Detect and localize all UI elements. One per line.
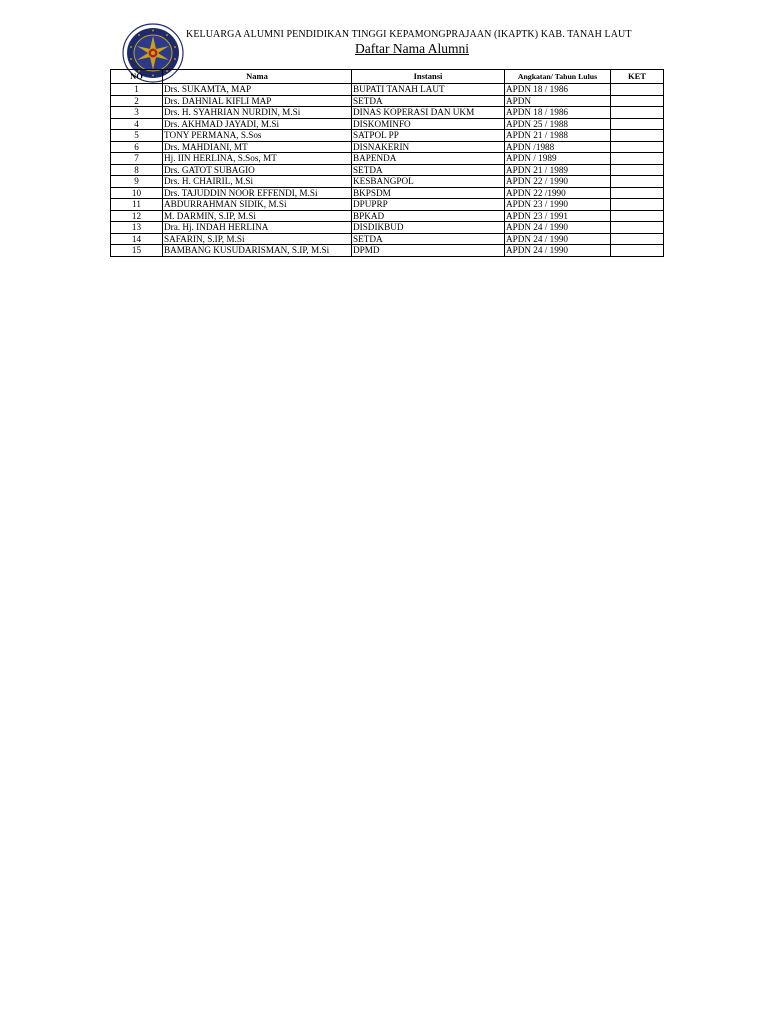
cell-angkatan: APDN: [505, 95, 611, 107]
cell-ket: [611, 233, 664, 245]
cell-nama: TONY PERMANA, S.Sos: [163, 130, 352, 142]
document-header-title: KELUARGA ALUMNI PENDIDIKAN TINGGI KEPAMONGPRAJAAN (IKAPTK) KAB. TANAH LAUT: [186, 29, 632, 40]
cell-angkatan: APDN / 1989: [505, 153, 611, 165]
cell-ket: [611, 245, 664, 257]
cell-no: 3: [111, 107, 163, 119]
cell-no: 14: [111, 233, 163, 245]
cell-angkatan: APDN 21 / 1989: [505, 164, 611, 176]
header-nama: Nama: [163, 70, 352, 84]
cell-no: 13: [111, 222, 163, 234]
cell-angkatan: APDN 23 / 1990: [505, 199, 611, 211]
cell-nama: ABDURRAHMAN SIDIK, M.Si: [163, 199, 352, 211]
cell-ket: [611, 95, 664, 107]
cell-nama: M. DARMIN, S.IP, M.Si: [163, 210, 352, 222]
cell-nama: BAMBANG KUSUDARISMAN, S.IP, M.Si: [163, 245, 352, 257]
cell-nama: Drs. H. SYAHRIAN NURDIN, M.Si: [163, 107, 352, 119]
header-no: NO: [111, 70, 163, 84]
table-row: [111, 164, 664, 176]
cell-no: 1: [111, 84, 163, 96]
cell-angkatan: APDN 24 / 1990: [505, 233, 611, 245]
cell-instansi: BUPATI TANAH LAUT: [352, 84, 505, 96]
table-header-row: [111, 70, 664, 84]
table-row: [111, 222, 664, 234]
cell-ket: [611, 176, 664, 188]
table-row: [111, 141, 664, 153]
cell-nama: Drs. SUKAMTA, MAP: [163, 84, 352, 96]
cell-no: 8: [111, 164, 163, 176]
header-instansi: Instansi: [352, 70, 505, 84]
cell-ket: [611, 107, 664, 119]
alumni-table-body: [111, 84, 664, 257]
cell-instansi: DPMD: [352, 245, 505, 257]
cell-instansi: SATPOL PP: [352, 130, 505, 142]
header-ket: KET: [611, 70, 664, 84]
cell-nama: Drs. H. CHAIRIL, M.Si: [163, 176, 352, 188]
cell-instansi: KESBANGPOL: [352, 176, 505, 188]
cell-ket: [611, 141, 664, 153]
cell-instansi: SETDA: [352, 233, 505, 245]
cell-no: 2: [111, 95, 163, 107]
table-row: [111, 245, 664, 257]
cell-nama: Hj. IIN HERLINA, S.Sos, MT: [163, 153, 352, 165]
cell-ket: [611, 199, 664, 211]
table-row: [111, 176, 664, 188]
table-row: [111, 199, 664, 211]
cell-instansi: DPUPRP: [352, 199, 505, 211]
cell-ket: [611, 84, 664, 96]
cell-nama: Dra. Hj. INDAH HERLINA: [163, 222, 352, 234]
cell-no: 4: [111, 118, 163, 130]
cell-nama: SAFARIN, S.IP, M.Si: [163, 233, 352, 245]
table-row: [111, 233, 664, 245]
cell-ket: [611, 164, 664, 176]
table-row: [111, 84, 664, 96]
cell-instansi: DISDIKBUD: [352, 222, 505, 234]
cell-angkatan: APDN 22 /1990: [505, 187, 611, 199]
cell-no: 6: [111, 141, 163, 153]
cell-angkatan: APDN 25 / 1988: [505, 118, 611, 130]
table-row: [111, 210, 664, 222]
cell-instansi: DISKOMINFO: [352, 118, 505, 130]
cell-angkatan: APDN 22 / 1990: [505, 176, 611, 188]
cell-no: 5: [111, 130, 163, 142]
cell-nama: Drs. GATOT SUBAGIO: [163, 164, 352, 176]
table-row: [111, 118, 664, 130]
cell-instansi: SETDA: [352, 95, 505, 107]
cell-angkatan: APDN 24 / 1990: [505, 245, 611, 257]
cell-ket: [611, 153, 664, 165]
alumni-table: [110, 69, 664, 257]
cell-ket: [611, 130, 664, 142]
cell-no: 12: [111, 210, 163, 222]
table-row: [111, 187, 664, 199]
cell-nama: Drs. MAHDIANI, MT: [163, 141, 352, 153]
cell-instansi: SETDA: [352, 164, 505, 176]
cell-ket: [611, 118, 664, 130]
cell-nama: Drs. DAHNIAL KIFLI MAP: [163, 95, 352, 107]
cell-no: 11: [111, 199, 163, 211]
table-row: [111, 153, 664, 165]
cell-angkatan: APDN 23 / 1991: [505, 210, 611, 222]
table-row: [111, 107, 664, 119]
cell-angkatan: APDN 18 / 1986: [505, 107, 611, 119]
cell-angkatan: APDN 24 / 1990: [505, 222, 611, 234]
document-subtitle: Daftar Nama Alumni: [355, 41, 469, 56]
cell-angkatan: APDN 18 / 1986: [505, 84, 611, 96]
cell-nama: Drs. TAJUDDIN NOOR EFFENDI, M.Si: [163, 187, 352, 199]
cell-ket: [611, 222, 664, 234]
cell-angkatan: APDN /1988: [505, 141, 611, 153]
cell-no: 15: [111, 245, 163, 257]
cell-ket: [611, 187, 664, 199]
table-row: [111, 130, 664, 142]
cell-no: 10: [111, 187, 163, 199]
cell-angkatan: APDN 21 / 1988: [505, 130, 611, 142]
cell-instansi: DINAS KOPERASI DAN UKM: [352, 107, 505, 119]
cell-instansi: DISNAKERIN: [352, 141, 505, 153]
header-angkatan: Angkatan/ Tahun Lulus: [505, 70, 611, 84]
cell-ket: [611, 210, 664, 222]
cell-instansi: BAPENDA: [352, 153, 505, 165]
cell-no: 7: [111, 153, 163, 165]
cell-no: 9: [111, 176, 163, 188]
cell-nama: Drs. AKHMAD JAYADI, M.Si: [163, 118, 352, 130]
cell-instansi: BPKAD: [352, 210, 505, 222]
cell-instansi: BKPSDM: [352, 187, 505, 199]
table-row: [111, 95, 664, 107]
